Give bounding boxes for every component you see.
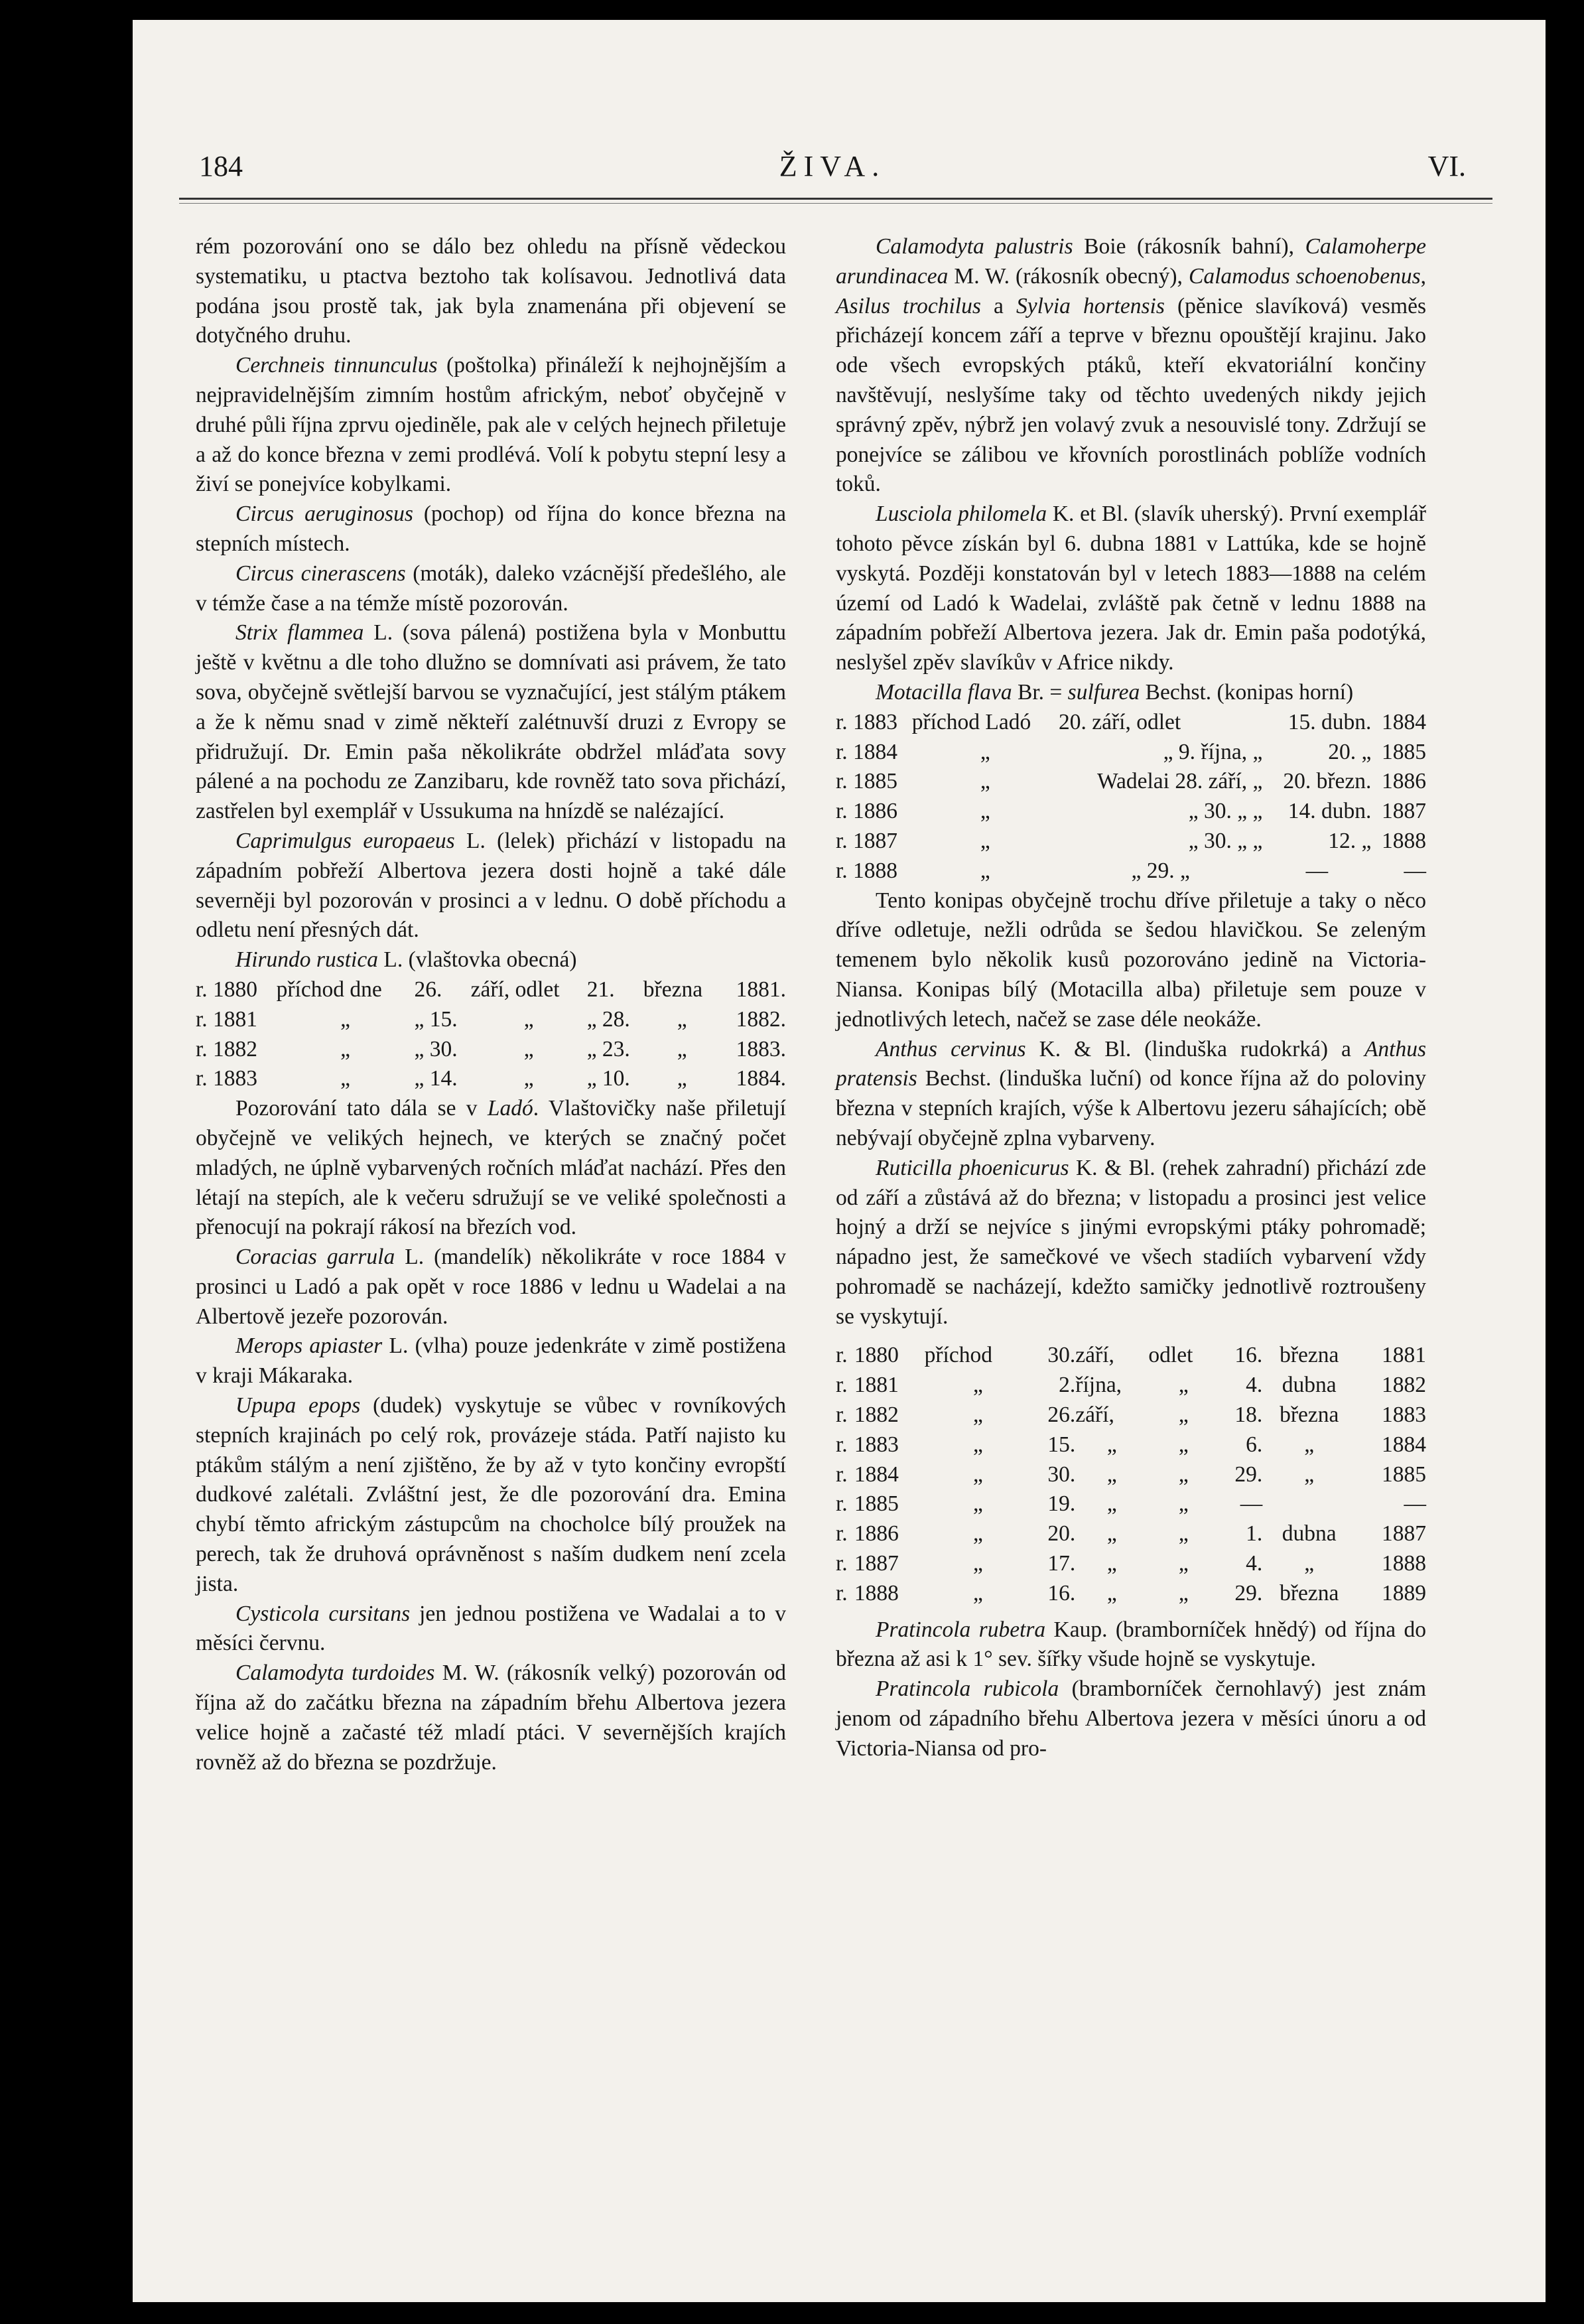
entry-anthus: Anthus cervinus K. & Bl. (linduška rudokrká) a Anthus pratensis Bechst. (linduška luční) od konce října až do poloviny března v stepních krajích, výše k Albertovu jezeru sáhajících; obě nebývají obyčejně zplna vybarveny. (836, 1036, 1426, 1150)
entry-lusciola (836, 500, 1426, 678)
species-name: Sylvia hortensis (1016, 293, 1165, 318)
table-row: r. 1880 příchod 30. září, odlet 16. března 1881 (836, 1343, 1426, 1368)
species-name: Circus cinerascens (235, 561, 406, 586)
table-row: r. 1886 „ 20. „ „ 1. dubna 1887 (836, 1521, 1426, 1546)
table-row: r. 1885 „ 19. „ „ — — (836, 1491, 1426, 1517)
header-rule-thin (179, 203, 1492, 204)
species-name: sulfurea (1067, 679, 1140, 705)
entry-text: L. (sova pálená) postižena byla v Monbuttu ještě v květnu a dle toho dlužno se domnívati asi právem, že tato sova, obyčejně světlejší barvou se vyznačující, jest stálým ptákem a že k němu snad v zimě někteří zalétnuvší druzi z Evropy se přidružují. Dr. Emin paša několikráte obdržel mláďata sovy pálené a na pochodu ze Zanzibaru, kde rovněž tato sova přichází, zastřelen byl exemplář v Ussukuma na hnízdě se nalézající. (196, 620, 787, 824)
motacilla-observation-table (836, 708, 1426, 886)
entry-text: jen jednou postižena ve Wadalai a to v měsíci červnu. (196, 1601, 786, 1656)
right-column (836, 232, 1426, 1764)
paragraph-intro: rém pozorování ono se dálo bez ohledu na přísně vědeckou systematiku, u ptactva beztoho tak kolísavou. Jednotlivá data podána jsou prostě tak, jak byla znamenána při objevení se dotyčného druhu. (196, 234, 786, 348)
species-name: Merops apiaster (235, 1333, 383, 1359)
table-row: r. 1887 „ 17. „ „ 4. „ 1888 (836, 1551, 1426, 1576)
table-row: r. 1883 „ „ 14. „ „ 10. „ 1884. (196, 1066, 786, 1091)
species-name: Caprimulgus europaeus (235, 828, 455, 853)
entry-strix (196, 618, 786, 827)
entry-upupa (196, 1391, 786, 1600)
entry-coracias (196, 1243, 786, 1332)
entry-text: (moták), daleko vzácnější předešlého, ale v témže čase a na témže místě pozorován. (196, 561, 786, 616)
entry-text: (bramborníček černohlavý) jest znám jenom od západního břehu Albertova jezera v měsíci únoru a od Victoria-Niansa od pro- (836, 1676, 1426, 1761)
page-number: 184 (199, 150, 243, 182)
entry-text: L. (mandelík) několikráte v roce 1884 v prosinci u Ladó a pak opět v roce 1886 v lednu u Wadelai a na Albertově jezeře pozorován. (196, 1245, 786, 1329)
entry-text: L. (vlha) pouze jedenkráte v zimě postižena v kraji Mákaraka. (196, 1333, 786, 1389)
species-name: Anthus cervinus (876, 1036, 1026, 1061)
table-row: r. 1888 „ 16. „ „ 29. března 1889 (836, 1580, 1426, 1606)
entry-text: L. (lelek) přichází v listopadu na západním pobřeží Albertova jezera dosti hojně a také dále severněji byl pozorován v prosinci a v lednu. O době příchodu a odletu není přesných dát. (196, 828, 787, 943)
ruticilla-observation-table (836, 1341, 1426, 1608)
table-row: r. 1884 „ „ 9. října, „ 20. „ 1885 (836, 739, 1426, 764)
species-name: Hirundo rustica (235, 947, 378, 973)
entry-motacilla: Motacilla flava Br. = sulfurea Bechst. (konipas horní) (876, 679, 1354, 705)
species-name: Strix flammea (235, 620, 364, 646)
volume-number: VI. (1427, 150, 1466, 182)
entry-cerchneis (196, 351, 786, 500)
species-name: Circus aeruginosus (235, 502, 413, 527)
entry-hirundo (196, 945, 786, 975)
table-row: r. 1882 „ „ 30. „ „ 23. „ 1883. (196, 1036, 786, 1061)
entry-caprimulgus (196, 827, 786, 945)
hirundo-observation-table (196, 975, 786, 1094)
table-row: r. 1880 příchod dne 26. září, odlet 21. března 1881. (196, 977, 786, 1002)
entry-text: (dudek) vyskytuje se vůbec v rovníkových stepních krajinách po celý rok, provázeje stáda. Patří najisto ku ptákům stálým a není zjištěno, že by až v tyto končiny evropští dudkové zalétali. Zvláštní jest, že dle pozorování dra. Emina chybí těmto africkým zástupcům na chocholce bílý proužek na perech, tak že druhová oprávněnost s naším dudkem není zcela jista. (196, 1393, 786, 1596)
species-name: Calamodyta palustris (876, 234, 1073, 259)
species-name: Coracias garrula (235, 1245, 395, 1270)
entry-calamodyta-turdoides (196, 1659, 786, 1777)
entry-text: Kaup. (bramborníček hnědý) od října do března až asi k 1° sev. šířky všude hojně se vyskytuje. (836, 1617, 1426, 1672)
journal-title: ŽIVA. (779, 150, 886, 182)
entry-pozorovani: Pozorování tato dála se v Ladó. Vlaštovičky naše přiletují obyčejně ve velikých hejnech, ve kterých se značný počet mladých, ne úplně vybarvených ročních mláďat nachází. Přes den létají na stepích, ale k večeru sdružují se ve veliké společnosti a přenocují na pokrají rákosí na březích vod. (196, 1096, 786, 1240)
species-name: Calamoherpe arundinacea (836, 234, 1426, 289)
entry-pratincola-rubicola (836, 1675, 1426, 1763)
page-header (199, 149, 1466, 196)
species-name: Ruticilla phoenicurus (876, 1155, 1069, 1180)
header-rule (179, 198, 1492, 200)
species-name: Calamodus schoenobenus (1188, 263, 1421, 289)
entry-cysticola (196, 1600, 786, 1659)
species-name: Pratincola rubicola (876, 1676, 1059, 1702)
entry-calamodyta-palustris: Calamodyta palustris Boie (rákosník bahní), Calamoherpe arundinacea M. W. (rákosník obecný), Calamodus schoenobenus, Asilus trochilus a Sylvia hortensis (pěnice slavíková) vesměs přicházejí koncem září a teprve v březnu opouštějí krajinu. Jako ode všech evropských ptáků, kteří ekvatoriální končiny navštěvují, neslyšíme taky od těchto uvedených nikdy jejich správný zpěv, nýbrž jen volavý zvuk a nesouvislé tony. Zdržují se ponejvíce se zálibou ve křovních porostlinách poblíže vodních toků. (836, 234, 1426, 497)
entry-pratincola-rubetra (836, 1615, 1426, 1675)
entry-text: (poštolka) přináleží k nejhojnějším a nejpravidelnějším zimním hostům africkým, neboť obyčejně v druhé půli října zprvu ojediněle, pak ale v celých hejnech přiletuje a až do konce března v zemi prodlévá. Volí k pobytu stepní lesy a živí se ponejvíce kobylkami. (196, 353, 786, 497)
species-name: Pratincola rubetra (876, 1617, 1046, 1642)
table-row: r. 1883 příchod Ladó 20. září, odlet 15. dubn. 1884 (836, 709, 1426, 734)
table-row: r. 1881 „ „ 15. „ „ 28. „ 1882. (196, 1006, 786, 1032)
table-row: r. 1886 „ „ 30. „ „ 14. dubn. 1887 (836, 799, 1426, 824)
entry-tento: Tento konipas obyčejně trochu dříve přiletuje a taky o něco dříve odletuje, nežli odrůda se šedou hlavičkou. Se zeleným temenem bylo několik kusů pozorováno jedině na Victoria-Niansa. Konipas bílý (Motacilla alba) přiletuje sem pouze v jednotlivých letech, načež se zase déle neokáže. (836, 888, 1426, 1032)
left-column (196, 232, 786, 1777)
species-name: Calamodyta turdoides (235, 1661, 435, 1686)
species-name: Anthus pratensis (836, 1036, 1426, 1091)
entry-text: K. et Bl. (slavík uherský). První exemplář tohoto pěvce získán byl 6. dubna 1881 v Lattúka, kde se hojně vyskytá. Později konstatován byl v letech 1883—1888 na celém území od Ladó k Wadelai, zvláště pak četně v lednu 1888 na západním pobřeží Albertova jezera. Jak dr. Emin paša podotýká, neslyšel zpěv slavíkův v Africe nikdy. (836, 502, 1426, 675)
species-name: Asilus trochilus (836, 293, 981, 318)
entry-text: K. & Bl. (rehek zahradní) přichází zde od září a zůstává až do března; v listopadu a prosinci jest velice hojný a drží se nejvíce s jinými evropskými ptáky pohromadě; nápadno jest, že samečkové ve všech stadiích vybarvení vždy pohromadě se nacházejí, kdežto samičky jednotlivě roztroušeny se vyskytují. (836, 1155, 1426, 1329)
species-name: Cysticola cursitans (235, 1601, 411, 1626)
entry-text: M. W. (rákosník velký) pozorován od října až do začátku března na západním břehu Albertova jezera velice hojně a začasté též mladí ptáci. V severnějších krajích rovněž až do března se pozdržuje. (196, 1661, 786, 1775)
entry-circus-aeruginosus (196, 500, 786, 559)
species-name: Motacilla flava (876, 679, 1012, 705)
species-name: Upupa epops (235, 1393, 361, 1418)
entry-text: (pochop) od října do konce března na stepních místech. (196, 502, 786, 556)
table-row: r. 1888 „ „ 29. „ — — (836, 858, 1426, 883)
table-row: r. 1885 „ Wadelai 28. září, „ 20. březn. 1886 (836, 769, 1426, 794)
species-name: Cerchneis tinnunculus (235, 353, 438, 378)
species-name: Lusciola philomela (876, 502, 1047, 527)
place-name: Ladó (487, 1096, 533, 1121)
table-row: r. 1884 „ 30. „ „ 29. „ 1885 (836, 1462, 1426, 1487)
table-row: r. 1887 „ „ 30. „ „ 12. „ 1888 (836, 828, 1426, 853)
entry-circus-cinerascens (196, 559, 786, 619)
entry-text: L. (vlaštovka obecná) (377, 947, 577, 973)
journal-page (133, 20, 1546, 2302)
table-row: r. 1881 „ 2. října, „ 4. dubna 1882 (836, 1373, 1426, 1398)
table-row: r. 1882 „ 26. září, „ 18. března 1883 (836, 1402, 1426, 1428)
entry-ruticilla (836, 1154, 1426, 1332)
entry-merops (196, 1332, 786, 1391)
table-row: r. 1883 „ 15. „ „ 6. „ 1884 (836, 1432, 1426, 1457)
